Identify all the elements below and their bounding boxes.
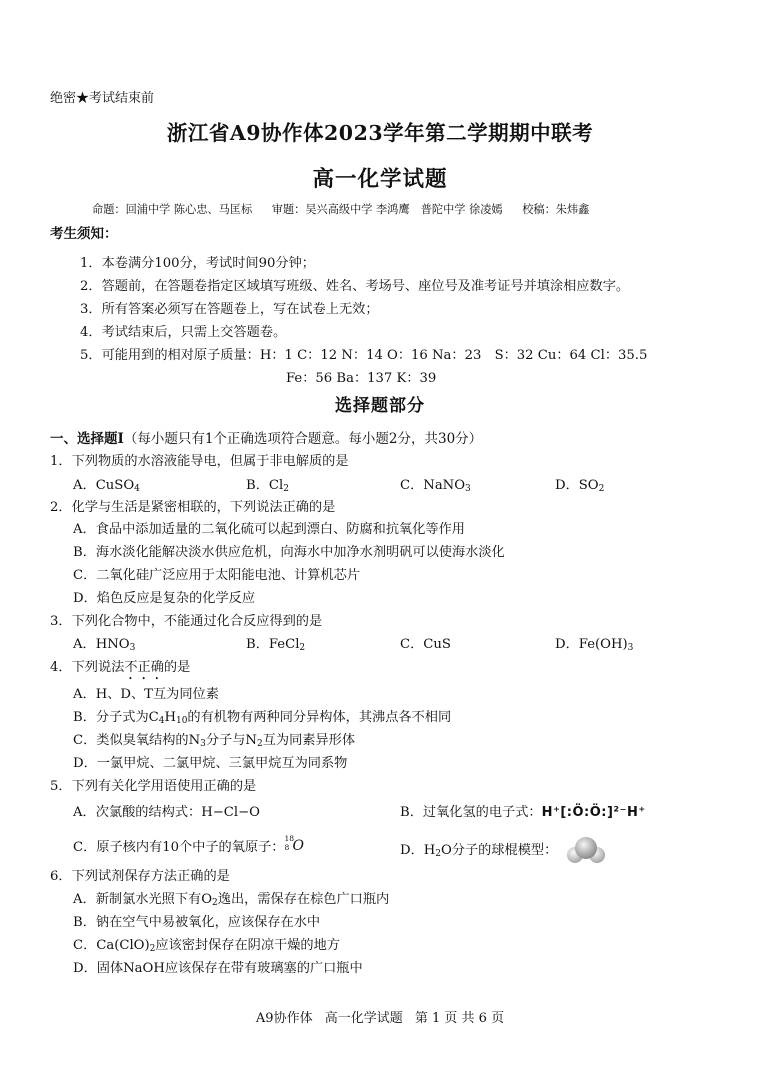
footer-org: A9协作体 [255,1011,313,1026]
footer-subject: 高一化学试题 [324,1011,403,1026]
notice-heading: 考生须知： [50,226,118,242]
notice-item: 2．答题前，在答题卷指定区域填写班级、姓名、考场号、座位号及准考证号并填涂相应数字。 [80,279,630,294]
part-heading [50,427,482,447]
q6-option-c: C．$Ca(ClO)_2$应该密封保存在阴凉干燥的地方 [73,938,340,954]
q2-option-d: D．焰色反应是复杂的化学反应 [73,591,256,606]
q4-option-a: A．H、D、T互为同位素 [73,687,219,702]
q1-option-d: D．$SO_2$ [555,478,605,494]
notice-item: 4．考试结束后，只需上交答题卷。 [80,325,287,340]
author-reviewer: 审题：吴兴高级中学 李鸿鹰 普陀中学 徐凌嫣 [271,203,503,216]
question-4-stem: 4．下列说法不正确的是 [50,660,191,675]
part-label: 一、选择题Ⅰ [50,431,124,447]
q5-option-b: B．过氧化氢的电子式：H⁺[:Ö:Ö:]²⁻H⁺ [400,805,646,820]
q1-option-c: C．NaNO$_3$ [400,478,471,494]
q6-option-d: D．固体NaOH应该保存在带有玻璃塞的广口瓶中 [73,961,363,976]
q2-option-c: C．二氧化硅广泛应用于太阳能电池、计算机芯片 [73,568,361,583]
question-6-stem: 6．下列试剂保存方法正确的是 [50,869,230,884]
q3-option-b: B．FeCl$_2$ [246,637,306,653]
question-3-stem: 3．下列化合物中，不能通过化合反应得到的是 [50,614,323,629]
q3-option-c: C．CuS [400,637,451,652]
notice-item: 1．本卷满分100分，考试时间90分钟； [80,256,315,271]
confidential-label: 绝密★考试结束前 [50,91,155,106]
q5-option-c: C．原子核内有10个中子的氧原子： 18 8 O [73,836,307,855]
q1-option-b: B．$Cl_2$ [246,478,289,494]
q5-option-d: D．$H_2O$分子的球棍模型： [400,836,606,866]
emphasis-not-correct: 不正确 [124,660,164,675]
q4-option-b: B．分子式为$C_4H_{10}$的有机物有两种同分异构体，其沸点各不相同 [73,710,452,726]
q5-option-a: A．次氯酸的结构式：H−Cl−O [73,805,260,820]
q6-option-b: B．钠在空气中易被氧化，应该保存在水中 [73,915,321,930]
notice-item: 3．所有答案必须写在答题卷上，写在试卷上无效； [80,302,379,317]
q4-option-c: C．类似臭氧结构的$N_3$分子与$N_2$互为同素异形体 [73,733,356,749]
question-5-stem: 5．下列有关化学用语使用正确的是 [50,779,257,794]
q3-option-a: A．$HNO_3$ [73,637,136,653]
q1-option-a: A．CuSO$_4$ [73,478,140,494]
section-title: 选择题部分 [335,396,425,416]
part-description: （每小题只有1个正确选项符合题意。每小题2分，共30分） [123,431,483,447]
peroxide-electron-formula: H⁺[:Ö:Ö:]²⁻H⁺ [541,805,646,820]
exam-subtitle: 高一化学试题 [312,167,448,192]
q2-option-b: B．海水淡化能解决淡水供应危机，向海水中加净水剂明矾可以使海水淡化 [73,545,505,560]
page-footer [0,1007,760,1026]
notice-item: 5．可能用到的相对原子质量：H：1 C：12 N：14 O：16 Na：23 S：32 Cu：64 Cl：35.5 [80,348,648,363]
q3-option-d: D．$Fe(OH)_3$ [555,637,634,653]
oxygen-isotope-symbol: 18 8 O [284,834,304,854]
q4-option-d: D．一氯甲烷、二氯甲烷、三氯甲烷互为同系物 [73,756,348,771]
question-2-stem: 2．化学与生活是紧密相联的，下列说法正确的是 [50,500,336,515]
author-setter: 命题：回浦中学 陈心忠、马匡标 [92,203,253,216]
q2-option-a: A．食品中添加适量的二氧化硫可以起到漂白、防腐和抗氧化等作用 [73,522,465,537]
footer-page-number: 第 1 页 共 6 页 [414,1011,505,1026]
author-line [92,201,605,217]
q6-option-a: A．新制氯水光照下有$O_2$逸出，需保存在棕色广口瓶内 [73,892,390,908]
author-proofreader: 校稿：朱炜鑫 [522,203,590,216]
water-ball-stick-model-image [566,836,606,866]
exam-title: 浙江省A9协作体2023学年第二学期期中联考 [166,121,594,145]
notice-item: Fe：56 Ba：137 K：39 [286,371,437,386]
question-1-stem: 1．下列物质的水溶液能导电，但属于非电解质的是 [50,454,349,469]
